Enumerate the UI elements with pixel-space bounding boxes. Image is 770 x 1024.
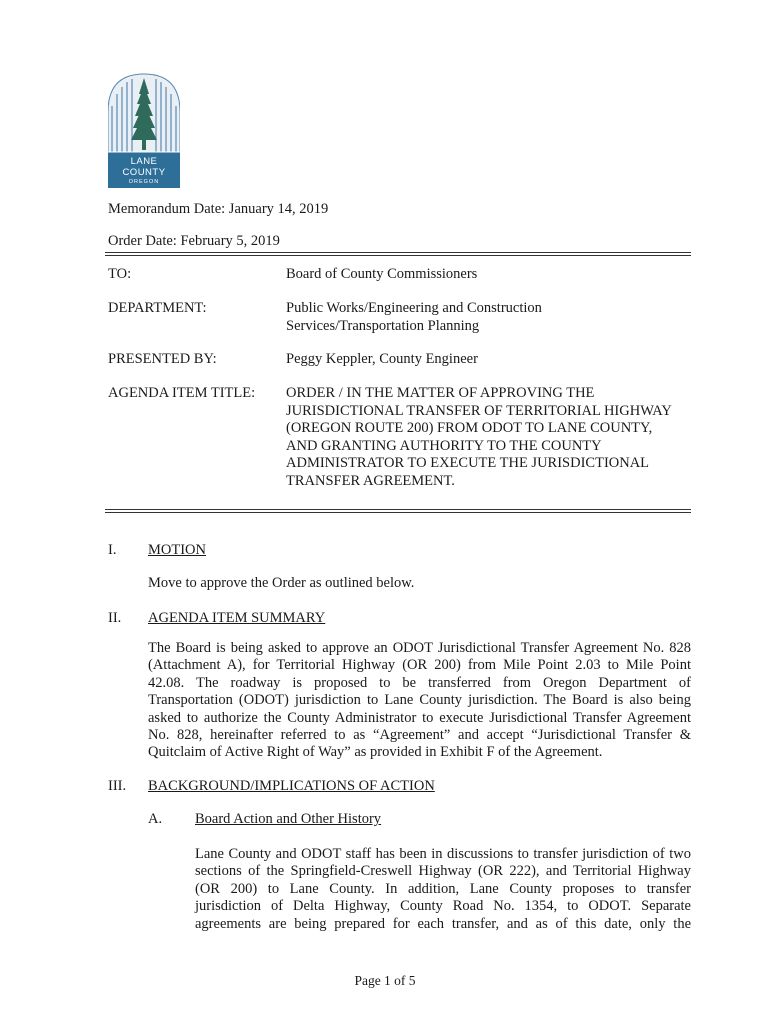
header-rule-bottom (105, 509, 691, 513)
summary-line: Quitclaim of Active Right of Way” as provided in Exhibit F of the Agreement. (148, 744, 603, 761)
summary-line: asked to authorize the County Administrator to execute Jurisdictional Transfer Agreement (148, 709, 691, 726)
agenda-title-line: ADMINISTRATOR TO EXECUTE THE JURISDICTIONAL (286, 455, 650, 471)
section-2-number: II. (108, 610, 122, 626)
motion-text: Move to approve the Order as outlined below. (148, 575, 415, 591)
agenda-title-line: AND GRANTING AUTHORITY TO THE COUNTY (286, 437, 602, 454)
department-value-line: Services/Transportation Planning (286, 317, 480, 334)
history-line: (OR 200) to Lane County. In addition, Lane County proposes to transfer (195, 880, 691, 897)
agenda-item-title-value (286, 385, 672, 490)
department-value (286, 300, 542, 335)
history-line: agreements are being prepared for each transfer, and as of this date, only the (195, 915, 691, 932)
section-3-heading: BACKGROUND/IMPLICATIONS OF ACTION (148, 778, 435, 794)
department-label: DEPARTMENT: (108, 300, 207, 316)
section-1-number: I. (108, 542, 117, 558)
subsection-a-heading: Board Action and Other History (195, 811, 382, 827)
agenda-item-title-label: AGENDA ITEM TITLE: (108, 385, 256, 401)
section-3-number: III. (108, 778, 127, 794)
agenda-title-line: TRANSFER AGREEMENT. (286, 472, 455, 489)
page-number: Page 1 of 5 (354, 973, 416, 988)
header-rule-top (105, 252, 691, 256)
to-label: TO: (108, 266, 132, 282)
to-value: Board of County Commissioners (286, 266, 478, 282)
logo-text-oregon: OREGON (128, 179, 160, 185)
history-paragraph (195, 846, 691, 933)
logo-text-county: COUNTY (122, 167, 166, 178)
summary-line: Transportation (ODOT) jurisdiction to Lane County jurisdiction. The Board is also being (148, 692, 691, 709)
summary-paragraph (148, 640, 691, 762)
history-line: jurisdiction of Delta Highway, County Road No. 1354, to ODOT. Separate (195, 898, 691, 915)
memo-date: Memorandum Date: January 14, 2019 (108, 201, 329, 217)
agenda-title-line: JURISDICTIONAL TRANSFER OF TERRITORIAL HIGHWAY (286, 402, 672, 419)
agenda-title-line: ORDER / IN THE MATTER OF APPROVING THE (286, 385, 595, 401)
agenda-title-line: (OREGON ROUTE 200) FROM ODOT TO LANE COUNTY, (286, 420, 653, 436)
presented-by-value: Peggy Keppler, County Engineer (286, 351, 478, 367)
section-1-heading: MOTION (148, 542, 206, 558)
history-line: Lane County and ODOT staff has been in discussions to transfer jurisdiction of two (195, 846, 691, 862)
presented-by-label: PRESENTED BY: (108, 351, 217, 367)
summary-line: (Attachment A), for Territorial Highway (OR 200) from Mile Point 2.03 to Mile Point (148, 657, 691, 674)
lane-county-logo (108, 72, 180, 188)
subsection-a-number: A. (148, 811, 163, 827)
summary-line: 42.08. The roadway is proposed to be transferred from Oregon Department of (148, 674, 691, 691)
logo-text-lane: LANE (130, 156, 158, 167)
summary-line: The Board is being asked to approve an ODOT Jurisdictional Transfer Agreement No. 828 (148, 640, 691, 656)
order-date: Order Date: February 5, 2019 (108, 233, 280, 249)
history-line: sections of the Springfield-Creswell Highway (OR 222), and Territorial Highway (195, 863, 691, 880)
department-value-line: Public Works/Engineering and Construction (286, 300, 542, 316)
summary-line: No. 828, hereinafter referred to as “Agreement” and accept “Jurisdictional Transfer & (148, 727, 691, 744)
section-2-heading: AGENDA ITEM SUMMARY (148, 610, 326, 626)
